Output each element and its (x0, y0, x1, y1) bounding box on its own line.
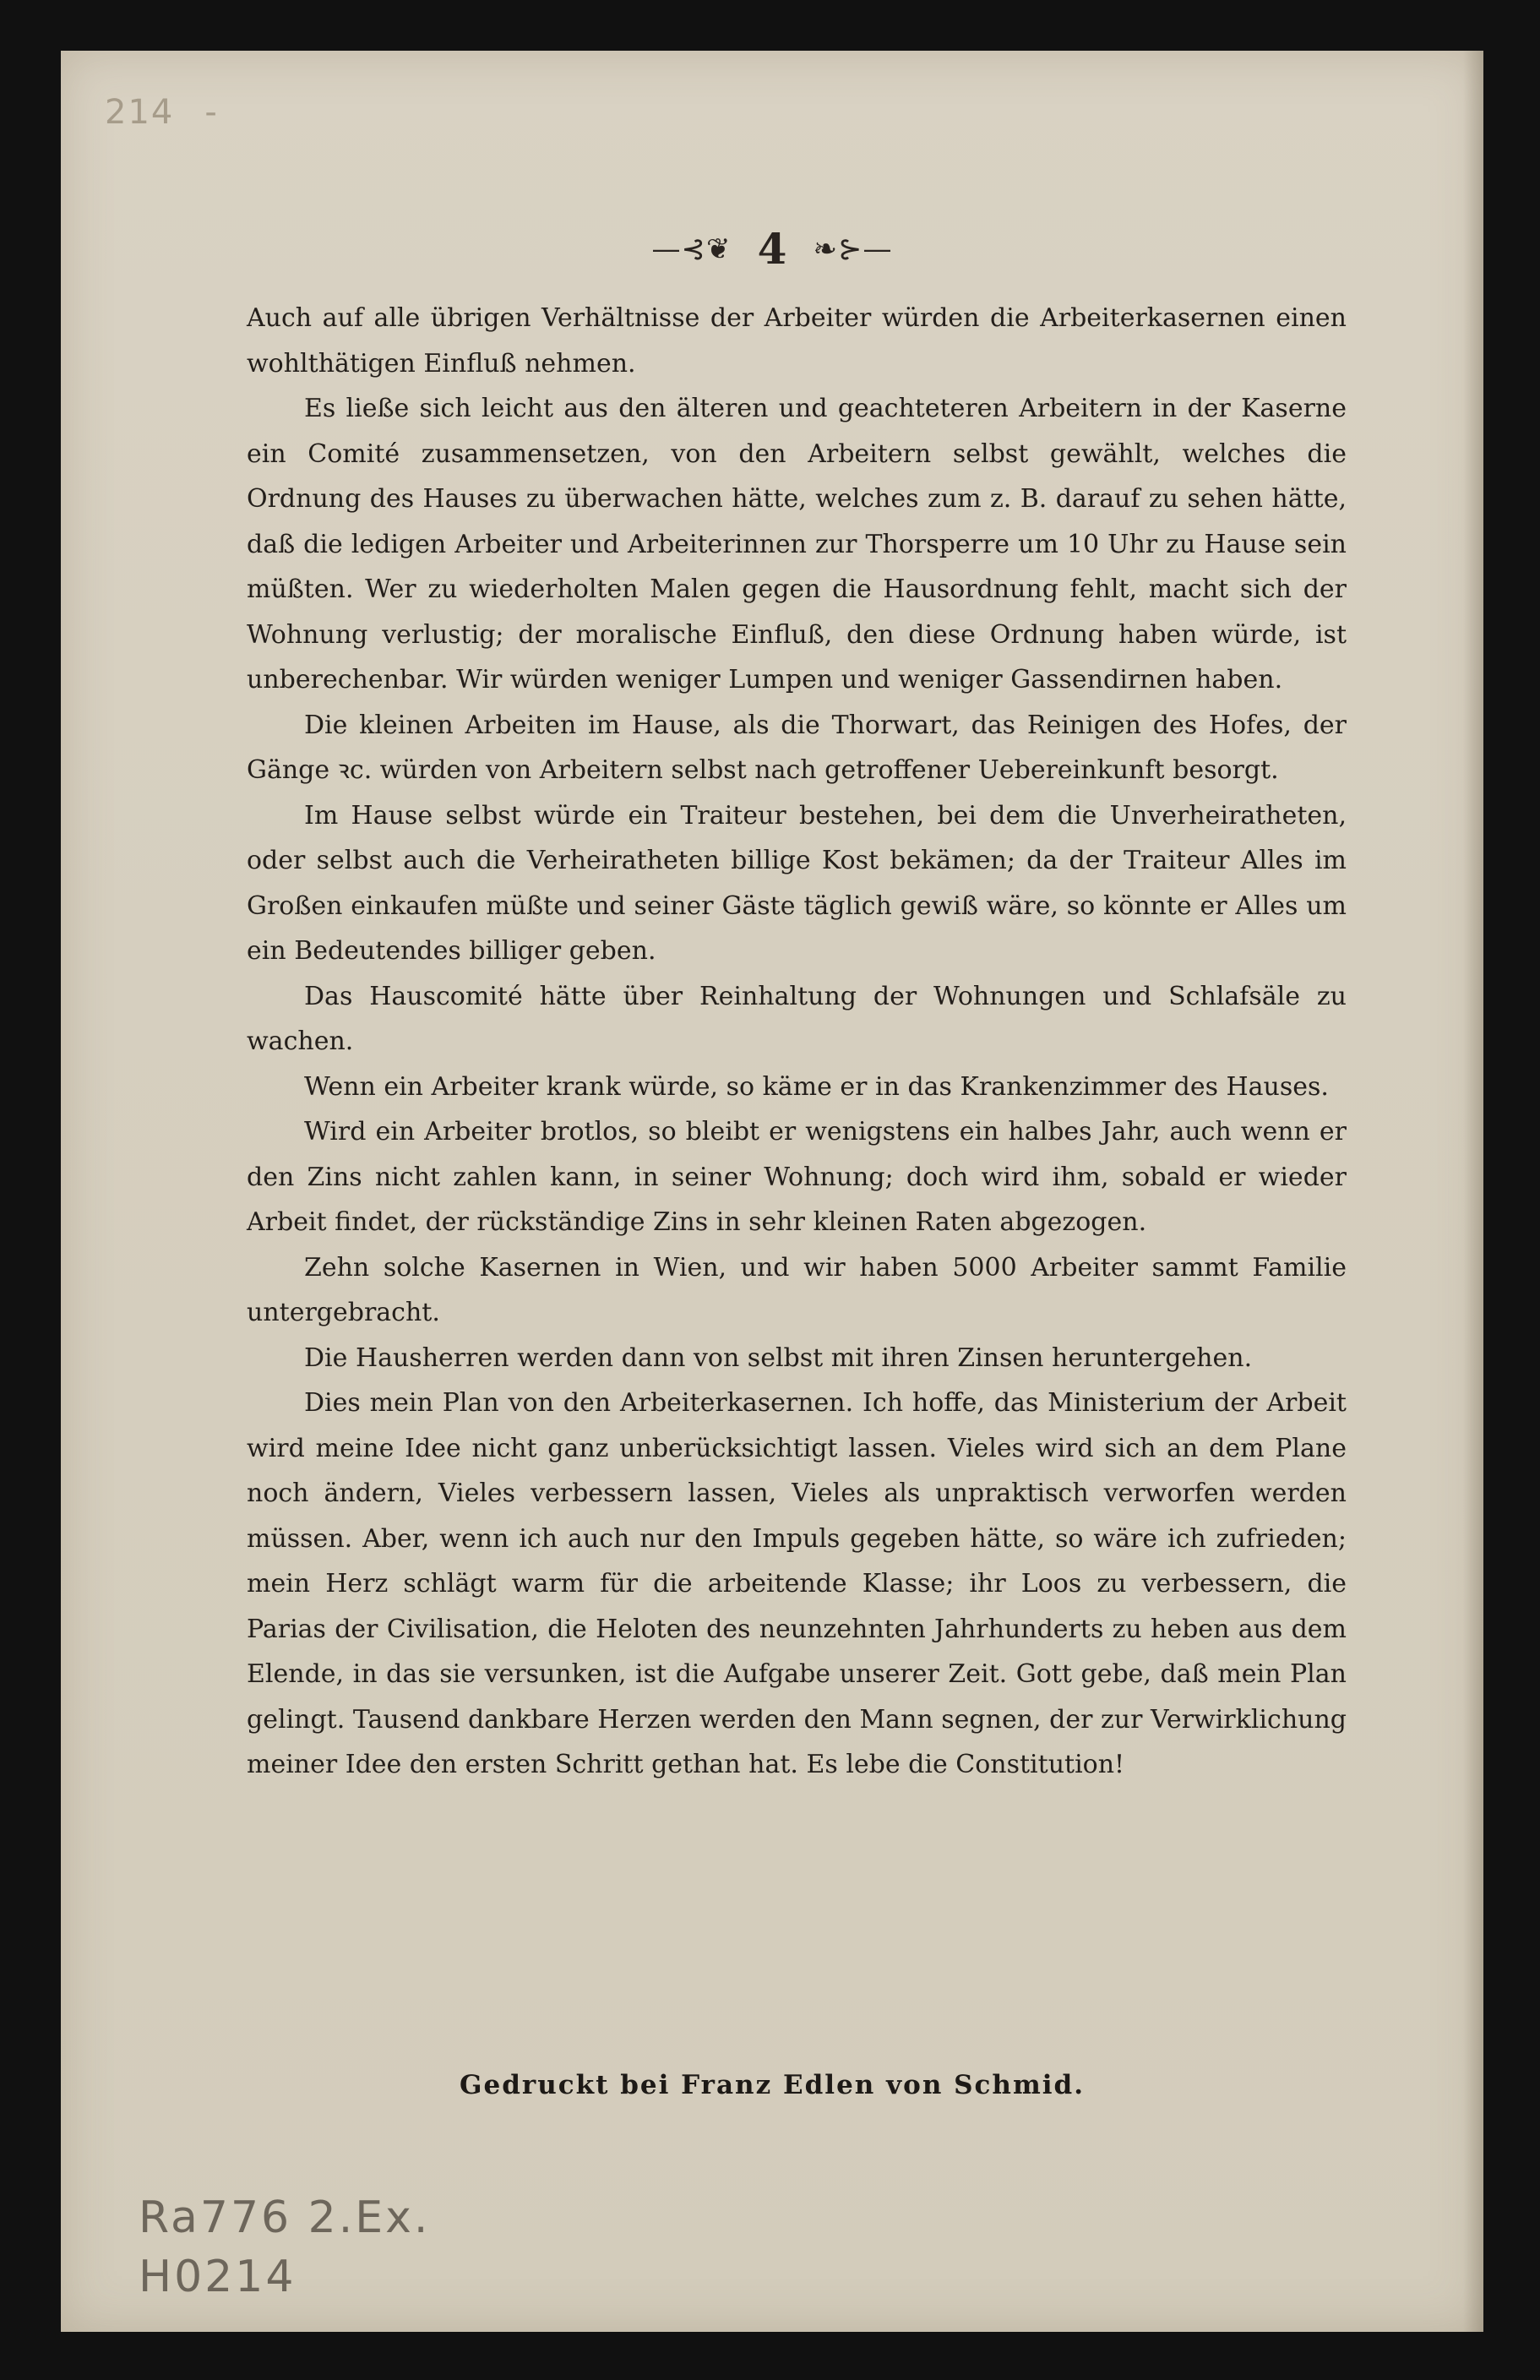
archive-dash: - (204, 93, 219, 132)
printer-imprint: Gedruckt bei Franz Edlen von Schmid. (460, 2070, 1085, 2100)
page-edge-shadow (1463, 51, 1483, 2332)
paragraph: Die Hausherren werden dann von selbst mit ihren Zinsen heruntergehen. (304, 1342, 1253, 1373)
pencil-note-line: H0214 (139, 2252, 297, 2302)
body-text (247, 296, 1347, 1788)
archive-number (105, 93, 219, 132)
paragraph: Zehn solche Kasernen in Wien, und wir haben 5000 Arbeiter sammt Familie untergebracht. (247, 1252, 1347, 1327)
pencil-annotation (139, 2188, 430, 2306)
page-number: 4 (757, 224, 787, 274)
paragraph: Das Hauscomité hätte über Reinhaltung der Wohnungen und Schlafsäle zu wachen. (247, 981, 1347, 1056)
ornament-left-icon: —⊰❦ (651, 231, 732, 266)
archive-number-text: 214 (105, 93, 175, 132)
paragraph: Wird ein Arbeiter brotlos, so bleibt er wenigstens ein halbes Jahr, auch wenn er den Zins nicht zahlen kann, in seiner Wohnung; doch wird ihm, sobald er wieder Arbeit findet, der rückständige Zins in sehr kleinen Raten abgezogen. (247, 1117, 1347, 1237)
pencil-note-line: Ra776 2.Ex. (139, 2192, 431, 2243)
paragraph: Im Hause selbst würde ein Traiteur bestehen, bei dem die Unverheiratheten, oder selbst auch die Verheiratheten billige Kost bekämen; da der Traiteur Alles im Großen einkaufen müßte und seiner Gäste täglich gewiß wäre, so könnte er Alles um ein Bedeutendes billiger geben. (247, 800, 1347, 966)
document-page (61, 51, 1483, 2332)
paragraph: Es ließe sich leicht aus den älteren und geachteteren Arbeitern in der Kaserne ein Comité zusammensetzen, von den Arbeitern selbst gewählt, welches die Ordnung des Hauses zu überwachen hätte, welches zum z. B. darauf zu sehen hätte, daß die ledigen Arbeiter und Arbeiterinnen zur Thorsperre um 10 Uhr zu Hause sein müßten. Wer zu wiederholten Malen gegen die Hausordnung fehlt, macht sich der Wohnung verlustig; der moralische Einfluß, den diese Ordnung haben würde, ist unberechenbar. Wir würden weniger Lumpen und weniger Gassendirnen haben. (247, 394, 1347, 694)
paragraph: Die kleinen Arbeiten im Hause, als die Thorwart, das Reinigen des Hofes, der Gänge ꝛc. würden von Arbeitern selbst nach getroffener Uebereinkunft besorgt. (247, 710, 1347, 785)
paragraph: Wenn ein Arbeiter krank würde, so käme er in das Krankenzimmer des Hauses. (304, 1071, 1329, 1102)
ornament-right-icon: ❧⊱— (813, 231, 893, 266)
paragraph: Dies mein Plan von den Arbeiterkasernen. Ich hoffe, das Ministerium der Arbeit wird meine Idee nicht ganz unberücksichtigt lassen. Vieles wird sich an dem Plane noch ändern, Vieles verbessern lassen, Vieles als unpraktisch verworfen werden müssen. Aber, wenn ich auch nur den Impuls gegeben hätte, so wäre ich zufrieden; mein Herz schlägt warm für die arbeitende Klasse; ihr Loos zu verbessern, die Parias der Civilisation, die Heloten des neunzehnten Jahrhunderts zu heben aus dem Elende, in das sie versunken, ist die Aufgabe unserer Zeit. Gott gebe, daß mein Plan gelingt. Tausend dankbare Herzen werden den Mann segnen, der zur Verwirklichung meiner Idee den ersten Schritt gethan hat. Es lebe die Constitution! (247, 1388, 1347, 1779)
page-header (61, 224, 1483, 274)
paragraph: Auch auf alle übrigen Verhältnisse der Arbeiter würden die Arbeiterkasernen einen wohlthätigen Einfluß nehmen. (247, 303, 1347, 379)
